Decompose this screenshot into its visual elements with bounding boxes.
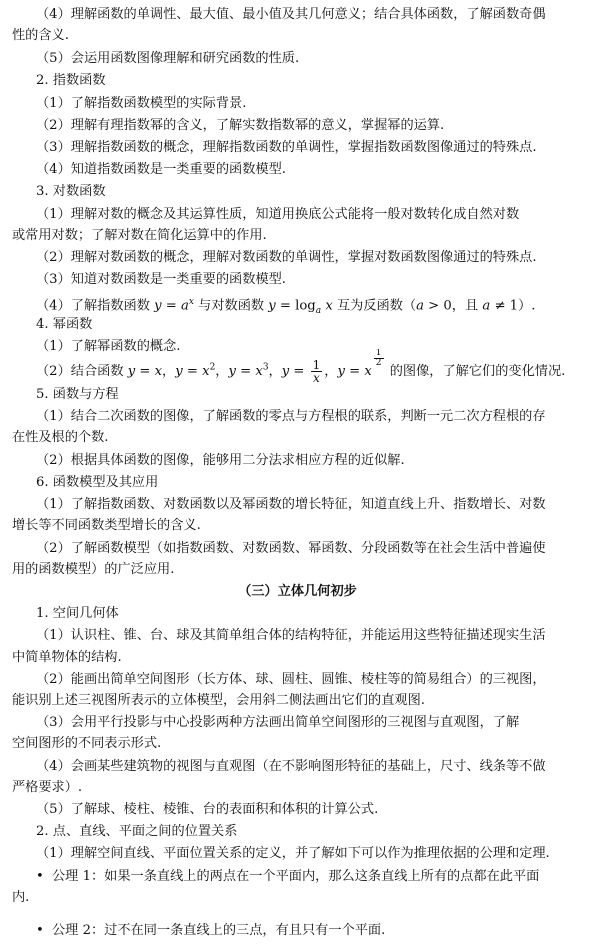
text-line: （5）会运用函数图像理解和研究函数的性质. [36, 51, 300, 67]
text-line: 内. [12, 889, 30, 905]
chapter-heading: （三）立体几何初步 [238, 583, 357, 599]
math-op: = log [275, 298, 316, 314]
text-line: （2）理解有理指数幂的含义，了解实数指数幂的意义，掌握幂的运算. [36, 117, 445, 133]
axiom-text: 公理 2：过不在同一条直线上的三点，有且只有一个平面. [52, 923, 386, 938]
text-fragment: （2）结合函数 [36, 364, 128, 380]
separator: ， [162, 364, 176, 380]
section-heading: 2. 指数函数 [36, 73, 106, 89]
text-fragment: （4）了解指数函数 [36, 298, 155, 314]
text-line: （1）结合二次函数的图像，了解函数的零点与方程根的联系，判断一元二次方程根的存 [36, 409, 546, 425]
text-line: 性的含义. [12, 28, 69, 44]
math-var: a [180, 298, 189, 314]
text-fragment: 互为反函数（ [332, 298, 417, 314]
math-expr: y = x [337, 364, 372, 380]
text-line: 增长等不同函数类型增长的含义. [12, 518, 201, 534]
text-line: （3）知道对数函数是一类重要的函数模型. [36, 272, 286, 288]
text-line: （1）了解指数函数、对数函数以及幂函数的增长特征，知道直线上升、指数增长、对数 [36, 497, 546, 513]
text-line: （5）了解球、棱柱、棱锥、台的表面积和体积的计算公式. [36, 802, 379, 818]
text-line: （2）根据具体函数的图像，能够用二分法求相应方程的近似解. [36, 452, 405, 468]
text-line: （1）认识柱、锥、台、球及其简单组合体的结构特征，并能运用这些特征描述现实生活 [36, 628, 546, 644]
axiom-item-2 [36, 920, 583, 942]
section-heading: 5. 函数与方程 [36, 387, 119, 403]
math-exponent: 3 [262, 362, 269, 373]
math-op: = [161, 298, 181, 314]
section-heading: 2. 点、直线、平面之间的位置关系 [36, 824, 238, 840]
math-var: a [416, 298, 424, 314]
separator: ， [215, 364, 229, 380]
fraction-numerator: 1 [375, 349, 382, 359]
math-expr: y = [281, 364, 309, 380]
math-var: x [321, 298, 333, 314]
text-line: 中简单物体的结构. [12, 649, 122, 665]
fraction-denominator: x [313, 371, 320, 384]
text-line: （2）理解对数函数的概念，理解对数函数的单调性，掌握对数函数图像通过的特殊点. [36, 250, 537, 266]
math-var: y [268, 298, 276, 314]
section-heading: 1. 空间几何体 [36, 606, 119, 622]
math-expr: y = x [127, 364, 163, 380]
text-line: （1）了解幂函数的概念. [36, 338, 181, 354]
text-line: 能识别上述三视图所表示的立体模型，会用斜二侧法画出它们的直观图. [12, 692, 426, 708]
text-fragment: 与对数函数 [193, 298, 269, 314]
math-exponent: x [188, 297, 194, 308]
text-fragment: ≠ 1）. [490, 298, 536, 314]
separator: ， [268, 364, 282, 380]
text-fragment: > 0，且 [423, 298, 483, 314]
math-subscript: a [315, 306, 322, 314]
separator: ， [324, 364, 338, 380]
text-line: （1）了解指数函数模型的实际背景. [36, 95, 247, 111]
math-expr: y = x [175, 364, 210, 380]
math-var: a [482, 298, 491, 314]
text-line: （3）理解指数函数的概念，理解指数函数的单调性，掌握指数函数图像通过的特殊点. [36, 140, 537, 156]
text-line: （4）会画某些建筑物的视图与直观图（在不影响图形特征的基础上，尺寸、线条等不做 [36, 758, 546, 774]
bullet-icon: • [36, 868, 44, 884]
text-line: （4）知道指数函数是一类重要的函数模型. [36, 162, 286, 178]
math-exponent: 2 [209, 362, 216, 373]
text-fragment: 的图像，了解它们的变化情况. [385, 364, 566, 380]
text-line: 在性及根的个数. [12, 430, 109, 446]
text-line: （2）了解函数模型（如指数函数、对数函数、幂函数、分段函数等在社会生活中普遍使 [36, 540, 546, 556]
section-heading: 6. 函数模型及其应用 [36, 474, 159, 490]
text-line: （1）理解空间直线、平面位置关系的定义，并了解如下可以作为推理依据的公理和定理. [36, 846, 550, 862]
text-line-inverse-functions [36, 291, 583, 313]
text-line: 严格要求）. [12, 779, 83, 795]
bullet-icon: • [36, 923, 44, 938]
fraction-numerator: 1 [312, 358, 321, 373]
text-line: 空间图形的不同表示形式. [12, 736, 162, 752]
text-line: （1）理解对数的概念及其运算性质，知道用换底公式能将一般对数转化成自然对数 [36, 206, 520, 222]
section-heading: 3. 对数函数 [36, 184, 106, 200]
math-fraction-exponent [374, 349, 384, 368]
text-line: （2）能画出简单空间图形（长方体、球、圆柱、圆锥、棱柱等的简易组合）的三视图， [36, 671, 546, 687]
text-line: （3）会用平行投影与中心投影两种方法画出简单空间图形的三视图与直观图，了解 [36, 715, 520, 731]
fraction-denominator: 2 [375, 358, 382, 369]
text-line-power-functions [36, 349, 583, 383]
math-var: y [154, 298, 162, 314]
math-expr: y = x [228, 364, 263, 380]
section-heading: 4. 幂函数 [36, 316, 93, 332]
math-fraction [311, 359, 323, 383]
text-line: 或常用对数；了解对数在简化运算中的作用. [12, 227, 267, 243]
text-line: （4）理解函数的单调性、最大值、最小值及其几何意义；结合具体函数，了解函数奇偶 [36, 6, 546, 22]
text-line: 用的函数模型）的广泛应用. [12, 561, 175, 577]
axiom-text: 公理 1：如果一条直线上的两点在一个平面内，那么这条直线上所有的点都在此平面 [52, 868, 540, 884]
axiom-item [36, 866, 583, 888]
